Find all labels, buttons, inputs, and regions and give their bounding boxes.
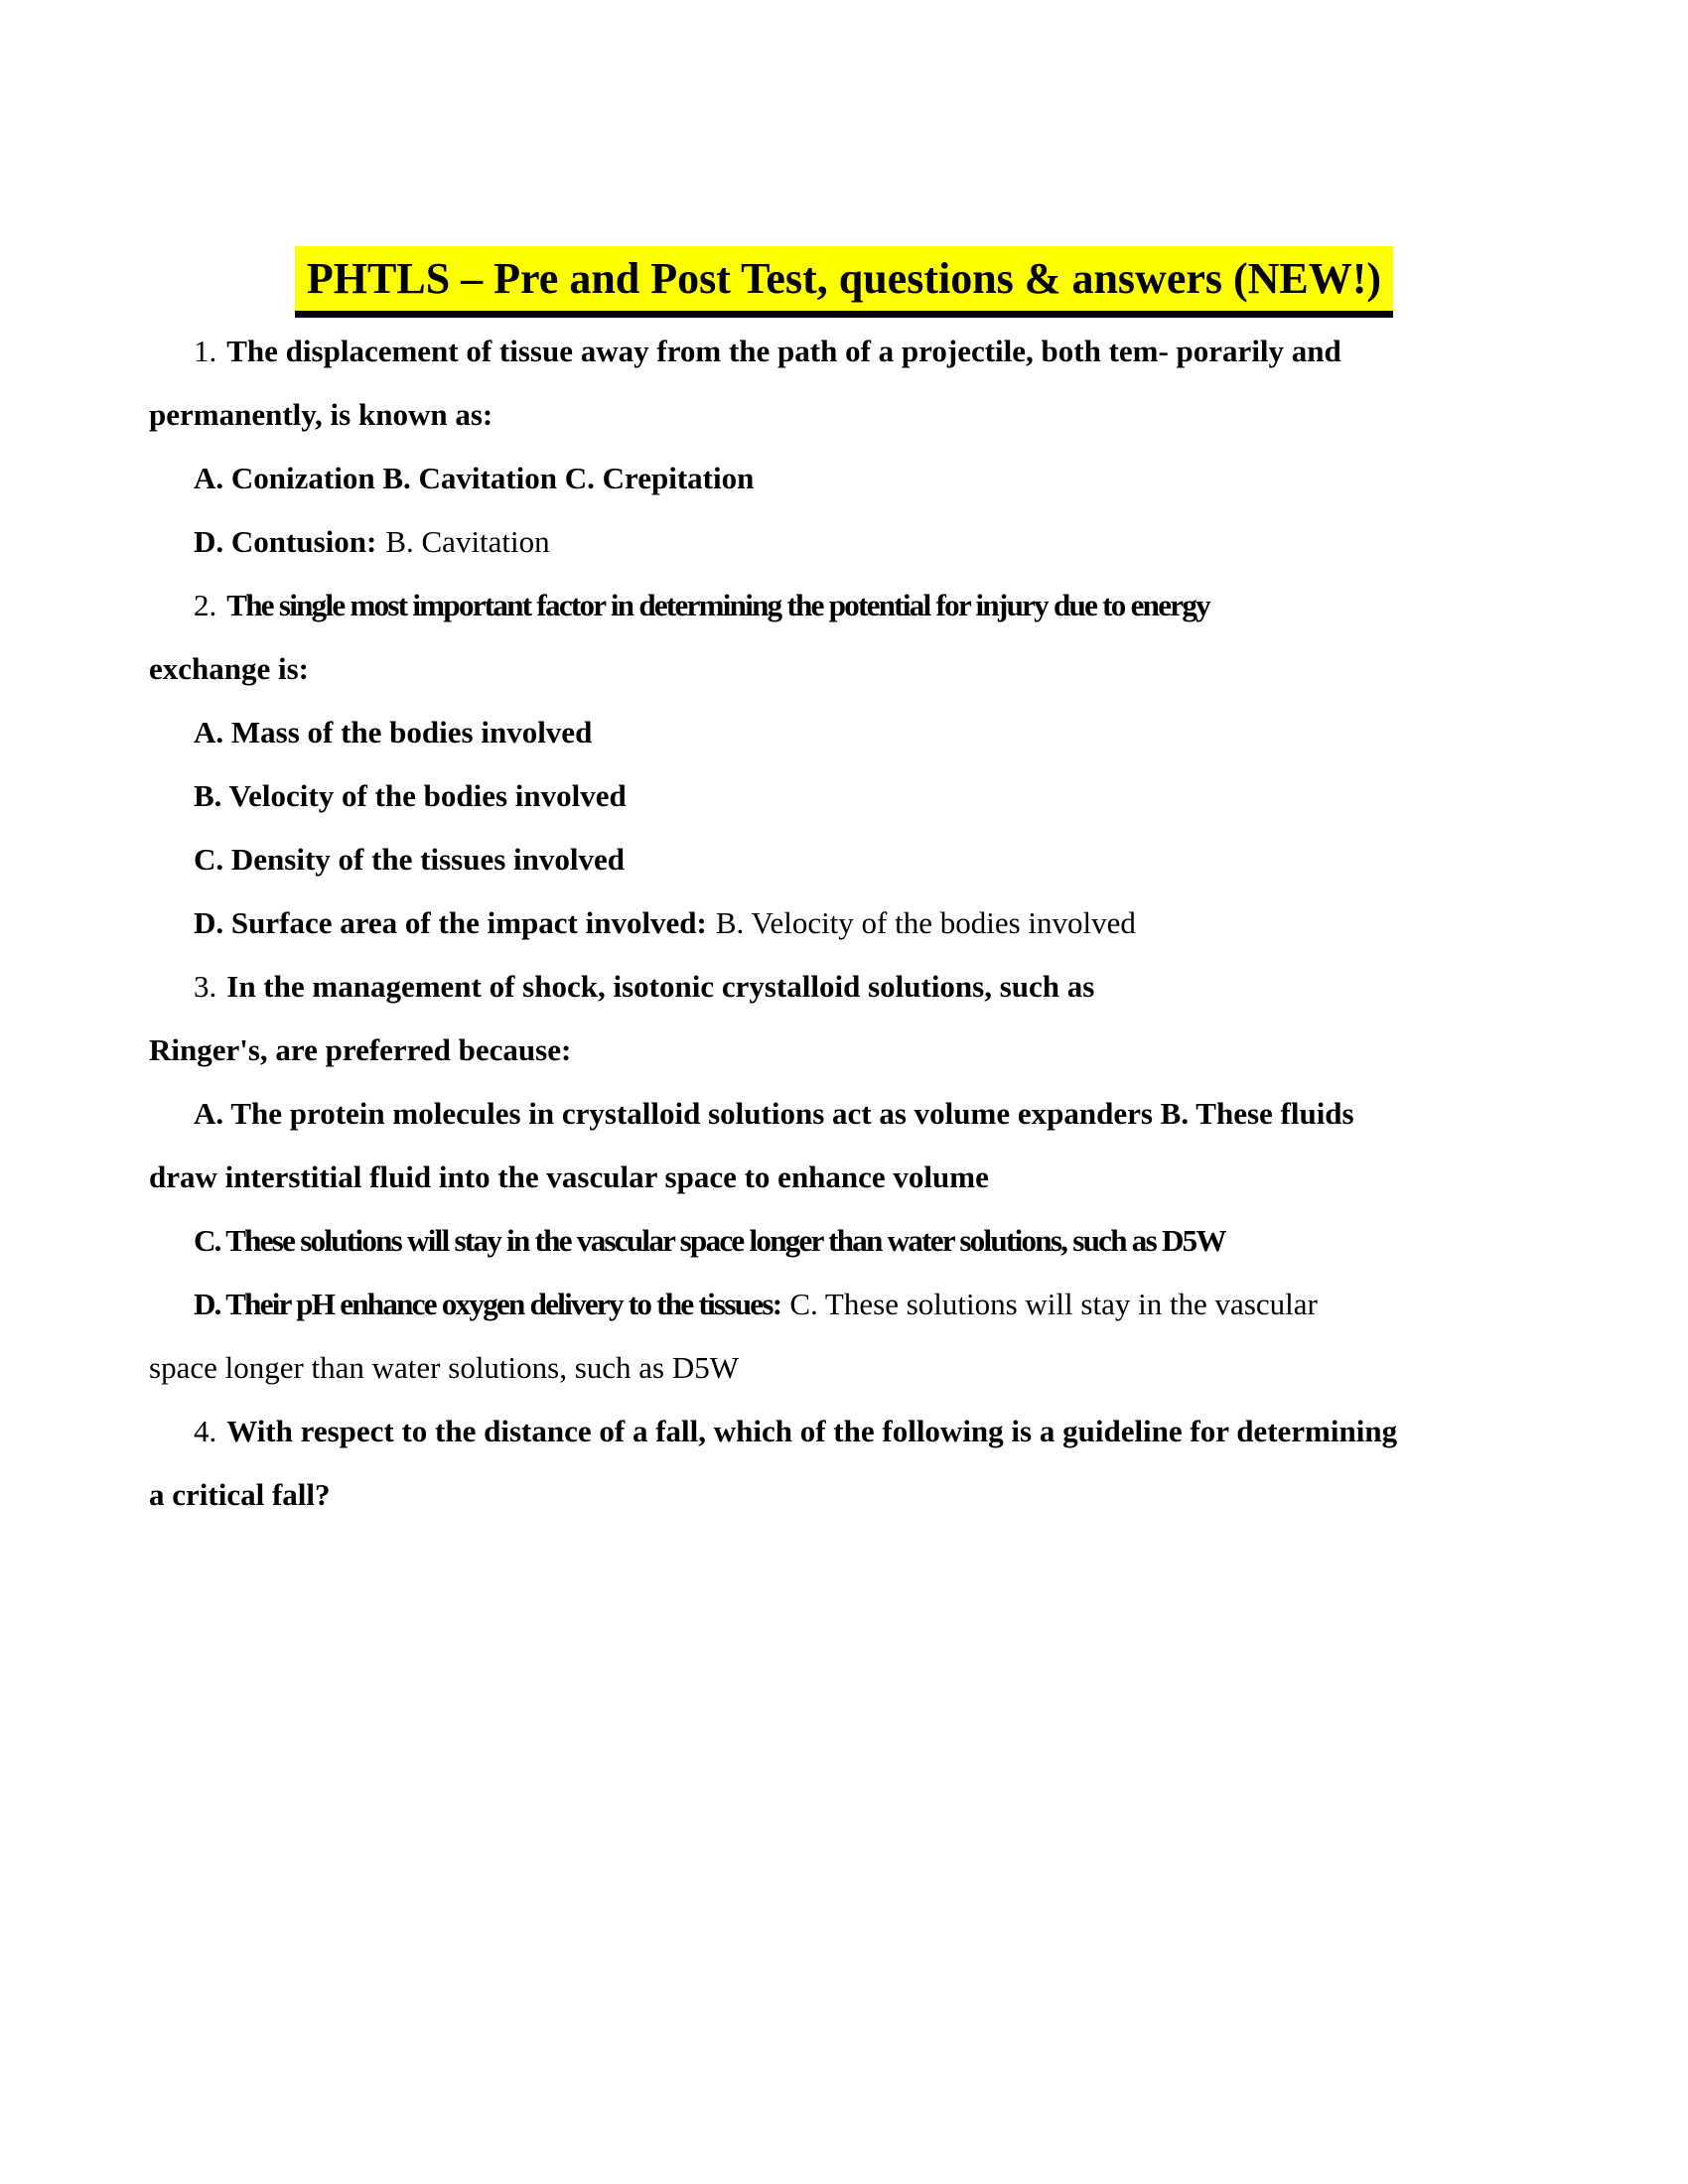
question-3-options-ab-text-b: draw interstitial fluid into the vascular space to enhance volume [149,1160,989,1194]
question-2-text-a: The single most important factor in determining the potential for injury due to energy [226,588,1209,622]
question-3-number: 3. [194,969,217,1004]
question-1-line-1 [149,320,1549,383]
question-3-line-1 [149,955,1549,1019]
question-4-line-1 [149,1400,1549,1463]
question-2-option-c [149,828,1549,891]
question-3-answer-line-2 [149,1336,1549,1400]
question-2-line-2 [149,637,1549,701]
question-3-text-a: In the management of shock, isotonic crystalloid solutions, such as [226,969,1095,1004]
question-1-text-a: The displacement of tissue away from the path of a projectile, both tem- porarily and [226,334,1341,368]
question-3-options-ab-text-a: A. The protein molecules in crystalloid solutions act as volume expanders B. These fluids [194,1096,1354,1131]
question-4-text-b: a critical fall? [149,1477,331,1512]
question-3-text-b: Ringer's, are preferred because: [149,1032,572,1067]
question-2-option-a [149,701,1549,764]
question-2-number: 2. [194,588,217,622]
document-title: PHTLS – Pre and Post Test, questions & answers (NEW!) [295,246,1393,318]
question-4-text-a: With respect to the distance of a fall, which of the following is a guideline for determining [226,1414,1398,1448]
question-3-option-c-text: C. These solutions will stay in the vascular space longer than water solutions, such as D5W [194,1223,1225,1258]
question-3-answer-text-b: space longer than water solutions, such as D5W [149,1350,740,1385]
question-4-line-2 [149,1463,1549,1527]
question-3-option-c [149,1209,1549,1273]
question-1-number: 1. [194,334,217,368]
question-2-option-a-text: A. Mass of the bodies involved [194,715,593,750]
question-1-text-b: permanently, is known as: [149,397,493,432]
question-1-option-d-label: D. Contusion: [194,524,377,559]
question-3-options-ab-line-2 [149,1146,1549,1209]
question-1-options-abc-text: A. Conization B. Cavitation C. Crepitation [194,461,755,495]
question-3-option-d [149,1273,1549,1336]
question-2-answer: B. Velocity of the bodies involved [715,905,1136,940]
question-3-option-d-label: D. Their pH enhance oxygen delivery to the tissues: [194,1287,781,1321]
question-2-option-b [149,764,1549,828]
question-2-option-d-label: D. Surface area of the impact involved: [194,905,707,940]
question-2-line-1 [149,574,1549,637]
question-1-line-2 [149,383,1549,447]
title-row [149,246,1539,320]
question-3-answer-line-1: C. These solutions will stay in the vascular [789,1287,1318,1321]
question-1-option-d [149,510,1549,574]
question-1-answer: B. Cavitation [385,524,550,559]
question-2-option-d [149,891,1549,955]
question-1-options-abc [149,447,1549,510]
question-3-line-2 [149,1019,1549,1082]
question-3-options-ab-line-1 [149,1082,1549,1146]
question-2-text-b: exchange is: [149,651,310,686]
question-4-number: 4. [194,1414,217,1448]
question-2-option-c-text: C. Density of the tissues involved [194,842,626,877]
question-2-option-b-text: B. Velocity of the bodies involved [194,778,627,813]
